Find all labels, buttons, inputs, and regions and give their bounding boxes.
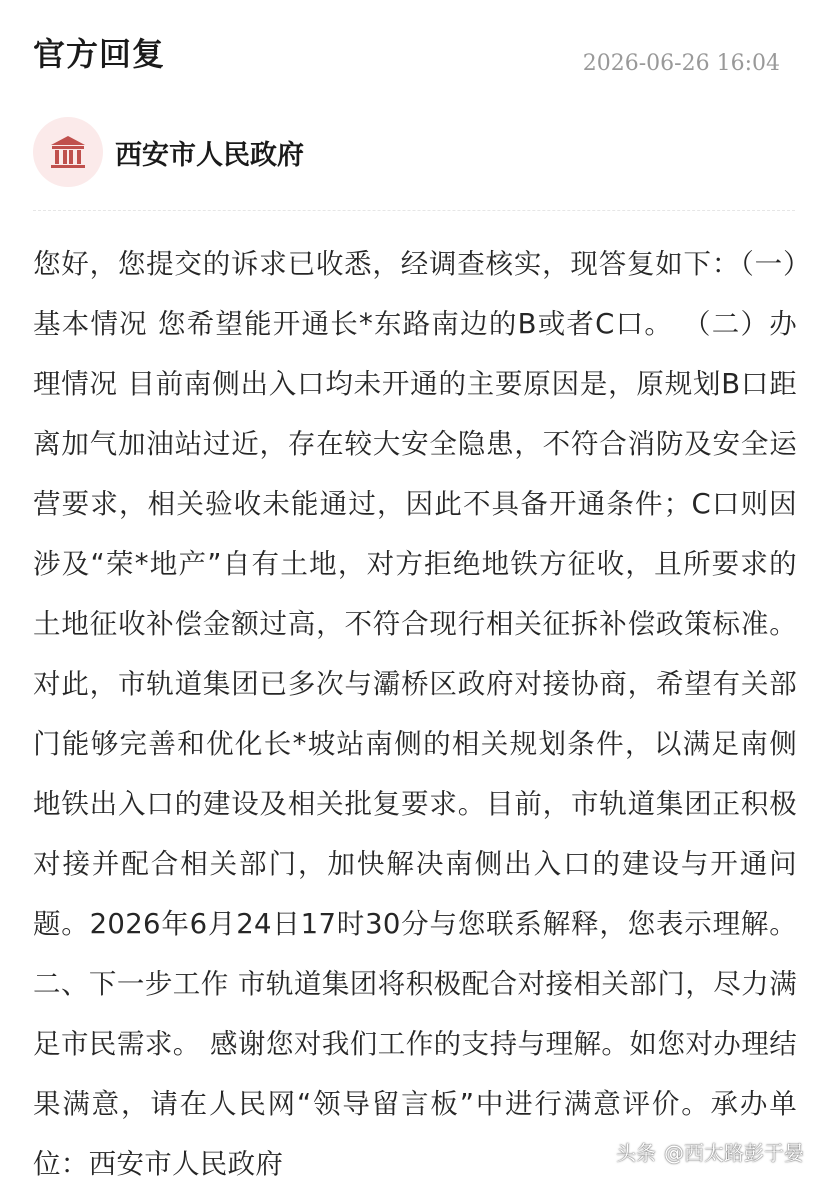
watermark: [608, 1135, 812, 1168]
organization-name: 西安市人民政府: [115, 139, 304, 171]
avatar: [33, 117, 103, 187]
government-building-icon: [48, 132, 88, 172]
page-title: 官方回复: [33, 35, 166, 73]
watermark-author: @西太路彭于晏: [664, 1141, 804, 1165]
reply-timestamp: 2026-06-26 16:04: [582, 51, 780, 76]
divider: [33, 210, 795, 211]
reply-body: 您好，您提交的诉求已收悉，经调查核实，现答复如下：（一）基本情况 您希望能开通长*东路南边的B或者C口。 （二）办理情况 目前南侧出入口均未开通的主要原因是，原规划B口距离加气加油站过近，存在较大安全隐患，不符合消防及安全运营要求，相关验收未能通过，因此不具备开通条件；C口则因涉及“荣*地产”自有土地，对方拒绝地铁方征收，且所要求的土地征收补偿金额过高，不符合现行相关征拆补偿政策标准。对此，市轨道集团已多次与灞桥区政府对接协商，希望有关部门能够完善和优化长*坡站南侧的相关规划条件，以满足南侧地铁出入口的建设及相关批复要求。目前，市轨道集团正积极对接并配合相关部门，加快解决南侧出入口的建设与开通问题。2026年6月24日17时30分与您联系解释，您表示理解。 二、下一步工作 市轨道集团将积极配合对接相关部门，尽力满足市民需求。 感谢您对我们工作的支持与理解。如您对办理结果满意，请在人民网“领导留言板”中进行满意评价。承办单位：西安市人民政府: [33, 248, 797, 1180]
organization-row[interactable]: [33, 117, 304, 187]
watermark-brand: 头条: [616, 1141, 656, 1165]
reply-header: [0, 0, 828, 100]
